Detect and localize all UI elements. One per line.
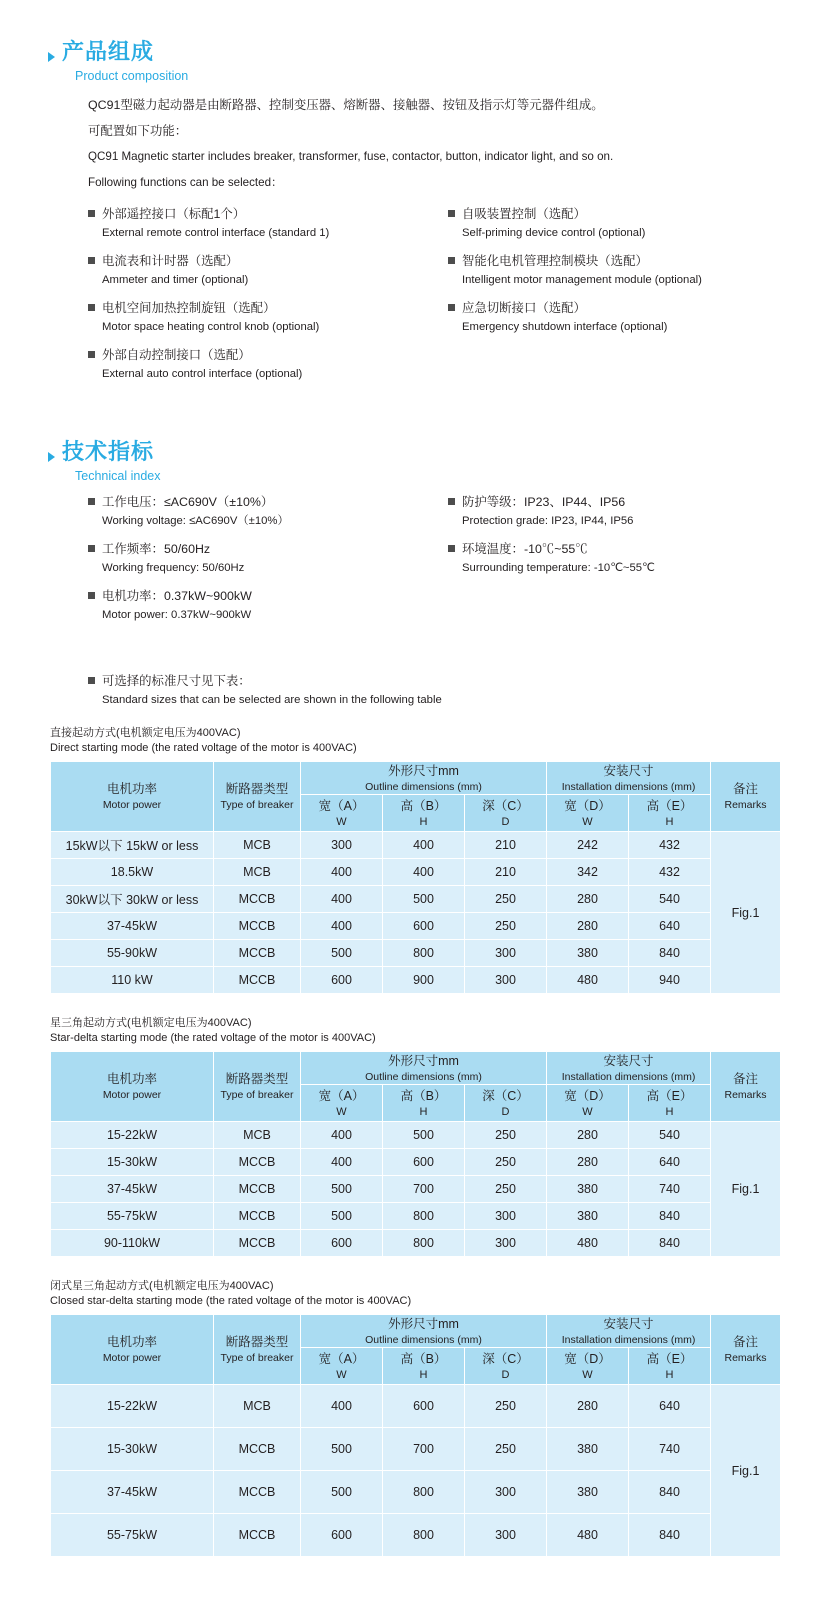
feature-label-en: Motor space heating control knob (optional) xyxy=(102,321,320,333)
cell-c: 300 xyxy=(465,1230,547,1257)
th-outline-en: Outline dimensions (mm) xyxy=(365,780,482,793)
cell-c: 250 xyxy=(465,1428,547,1471)
cell-b: 400 xyxy=(383,832,465,859)
cell-breaker: MCCB xyxy=(214,940,301,967)
th-remarks xyxy=(711,762,781,832)
cell-a: 500 xyxy=(301,1176,383,1203)
cell-motor-power: 15-22kW xyxy=(51,1385,214,1428)
tech-label-cn: 防护等级：IP23、IP44、IP56 xyxy=(462,495,626,509)
cell-c: 250 xyxy=(465,886,547,913)
section-product-composition-heading xyxy=(48,38,830,84)
th-col-e xyxy=(629,1085,711,1122)
cell-a: 400 xyxy=(301,886,383,913)
cell-e: 840 xyxy=(629,940,711,967)
cell-a: 500 xyxy=(301,1471,383,1514)
table-caption-en: Closed star-delta starting mode (the rated voltage of the motor is 400VAC) xyxy=(50,1295,412,1307)
th-col-e-sub: H xyxy=(665,1368,674,1381)
th-col-a-sub: W xyxy=(336,1368,347,1381)
triangle-bullet-icon xyxy=(48,452,55,462)
table-row xyxy=(51,1514,781,1557)
cell-breaker: MCB xyxy=(214,1385,301,1428)
table-caption xyxy=(50,1016,780,1046)
tech-item xyxy=(88,492,448,531)
cell-d: 380 xyxy=(547,940,629,967)
cell-motor-power: 15-30kW xyxy=(51,1149,214,1176)
cell-motor-power: 37-45kW xyxy=(51,1176,214,1203)
square-bullet-icon xyxy=(448,304,455,311)
square-bullet-icon xyxy=(88,210,95,217)
cell-b: 800 xyxy=(383,1203,465,1230)
th-col-d-cn: 宽（D） xyxy=(564,1088,611,1103)
cell-b: 900 xyxy=(383,967,465,994)
feature-label-en: Self-priming device control (optional) xyxy=(462,227,646,239)
cell-remark: Fig.1 xyxy=(711,832,781,994)
th-installation-dimensions xyxy=(547,1052,711,1085)
square-bullet-icon xyxy=(88,677,95,684)
cell-c: 300 xyxy=(465,1471,547,1514)
th-col-a-cn: 宽（A） xyxy=(318,1351,365,1366)
feature-label-en: Emergency shutdown interface (optional) xyxy=(462,321,668,333)
th-col-d-cn: 宽（D） xyxy=(564,1351,611,1366)
th-col-a-cn: 宽（A） xyxy=(318,798,365,813)
th-installation-dimensions xyxy=(547,1315,711,1348)
feature-label-en: Ammeter and timer (optional) xyxy=(102,274,249,286)
cell-breaker: MCCB xyxy=(214,1230,301,1257)
cell-breaker: MCB xyxy=(214,832,301,859)
th-breaker-cn: 断路器类型 xyxy=(225,782,289,796)
cell-d: 380 xyxy=(547,1428,629,1471)
cell-b: 500 xyxy=(383,1122,465,1149)
tech-label-en: Surrounding temperature: -10℃~55℃ xyxy=(462,562,655,574)
square-bullet-icon xyxy=(88,592,95,599)
cell-e: 640 xyxy=(629,913,711,940)
table-row xyxy=(51,886,781,913)
cell-breaker: MCCB xyxy=(214,967,301,994)
square-bullet-icon xyxy=(448,257,455,264)
th-motor-power-en: Motor power xyxy=(102,799,162,811)
cell-b: 600 xyxy=(383,913,465,940)
th-col-d-sub: W xyxy=(582,1368,593,1381)
cell-d: 342 xyxy=(547,859,629,886)
cell-b: 500 xyxy=(383,886,465,913)
square-bullet-icon xyxy=(88,351,95,358)
cell-a: 400 xyxy=(301,859,383,886)
th-remarks xyxy=(711,1315,781,1385)
th-breaker-cn: 断路器类型 xyxy=(225,1072,289,1086)
th-remarks-cn: 备注 xyxy=(733,1335,759,1349)
th-col-c-cn: 深（C） xyxy=(482,798,529,813)
note-label-cn: 可选择的标准尺寸见下表： xyxy=(102,674,251,688)
cell-breaker: MCCB xyxy=(214,1471,301,1514)
cell-b: 600 xyxy=(383,1149,465,1176)
cell-e: 640 xyxy=(629,1385,711,1428)
th-remarks-cn: 备注 xyxy=(733,782,759,796)
th-breaker-en: Type of breaker xyxy=(220,799,294,811)
th-motor-power xyxy=(51,762,214,832)
table-caption-cn: 星三角起动方式(电机额定电压为400VAC) xyxy=(50,1017,252,1029)
feature-label-en: External auto control interface (optional) xyxy=(102,368,303,380)
table-row xyxy=(51,859,781,886)
cell-breaker: MCCB xyxy=(214,1203,301,1230)
th-col-e xyxy=(629,795,711,832)
cell-breaker: MCCB xyxy=(214,1149,301,1176)
cell-breaker: MCB xyxy=(214,1122,301,1149)
tech-label-en: Protection grade: IP23, IP44, IP56 xyxy=(462,515,634,527)
th-installation-dimensions xyxy=(547,762,711,795)
cell-d: 280 xyxy=(547,913,629,940)
th-col-c-sub: D xyxy=(501,1105,510,1118)
cell-b: 700 xyxy=(383,1428,465,1471)
cell-breaker: MCB xyxy=(214,859,301,886)
th-col-b-cn: 高（B） xyxy=(400,1351,447,1366)
cell-motor-power: 37-45kW xyxy=(51,913,214,940)
table-row xyxy=(51,940,781,967)
th-breaker-type xyxy=(214,1052,301,1122)
cell-c: 250 xyxy=(465,913,547,940)
section-title-en: Technical index xyxy=(75,469,161,483)
cell-motor-power: 110 kW xyxy=(51,967,214,994)
standard-sizes-note xyxy=(88,671,830,710)
table-row xyxy=(51,1230,781,1257)
th-install-en: Installation dimensions (mm) xyxy=(561,780,696,793)
feature-label-cn: 智能化电机管理控制模块（选配） xyxy=(462,254,648,268)
cell-c: 250 xyxy=(465,1176,547,1203)
th-remarks-en: Remarks xyxy=(724,1352,767,1364)
feature-label-cn: 电机空间加热控制旋钮（选配） xyxy=(102,301,276,315)
cell-b: 700 xyxy=(383,1176,465,1203)
cell-a: 400 xyxy=(301,1149,383,1176)
th-col-e xyxy=(629,1348,711,1385)
th-col-d-cn: 宽（D） xyxy=(564,798,611,813)
th-install-cn: 安装尺寸 xyxy=(603,1316,654,1331)
cell-a: 600 xyxy=(301,967,383,994)
th-motor-power-cn: 电机功率 xyxy=(106,782,157,796)
feature-label-cn: 外部自动控制接口（选配） xyxy=(102,348,251,362)
cell-e: 432 xyxy=(629,859,711,886)
tech-item xyxy=(448,539,808,578)
cell-c: 300 xyxy=(465,940,547,967)
th-install-en: Installation dimensions (mm) xyxy=(561,1070,696,1083)
th-remarks-cn: 备注 xyxy=(733,1072,759,1086)
th-motor-power-cn: 电机功率 xyxy=(106,1072,157,1086)
table-row xyxy=(51,832,781,859)
square-bullet-icon xyxy=(88,304,95,311)
feature-label-en: External remote control interface (standard 1) xyxy=(102,227,330,239)
cell-e: 432 xyxy=(629,832,711,859)
cell-remark: Fig.1 xyxy=(711,1385,781,1557)
cell-b: 400 xyxy=(383,859,465,886)
cell-breaker: MCCB xyxy=(214,886,301,913)
table-caption-en: Direct starting mode (the rated voltage of the motor is 400VAC) xyxy=(50,742,357,754)
th-col-b-sub: H xyxy=(419,815,428,828)
feature-label-cn: 电流表和计时器（选配） xyxy=(102,254,239,268)
th-col-a xyxy=(301,1348,383,1385)
th-col-a xyxy=(301,1085,383,1122)
feature-item xyxy=(88,345,448,384)
cell-c: 300 xyxy=(465,967,547,994)
feature-item xyxy=(88,204,448,243)
feature-item xyxy=(448,251,808,290)
th-outline-dimensions xyxy=(301,1315,547,1348)
th-remarks-en: Remarks xyxy=(724,1089,767,1101)
table-caption-en: Star-delta starting mode (the rated voltage of the motor is 400VAC) xyxy=(50,1032,376,1044)
section-title-cn: 技术指标 xyxy=(62,439,155,464)
cell-d: 380 xyxy=(547,1471,629,1514)
section-title-cn: 产品组成 xyxy=(62,39,155,64)
table-caption xyxy=(50,726,780,756)
th-col-d-sub: W xyxy=(582,1105,593,1118)
cell-breaker: MCCB xyxy=(214,1428,301,1471)
th-col-a-sub: W xyxy=(336,815,347,828)
cell-d: 280 xyxy=(547,886,629,913)
tech-label-cn: 工作频率：50/60Hz xyxy=(102,542,211,556)
feature-item xyxy=(448,298,808,337)
cell-c: 210 xyxy=(465,859,547,886)
tech-label-en: Motor power: 0.37kW~900kW xyxy=(102,609,252,621)
th-col-b-cn: 高（B） xyxy=(400,798,447,813)
cell-e: 540 xyxy=(629,886,711,913)
table-row xyxy=(51,913,781,940)
cell-breaker: MCCB xyxy=(214,1176,301,1203)
th-col-b xyxy=(383,1348,465,1385)
square-bullet-icon xyxy=(88,498,95,505)
cell-c: 300 xyxy=(465,1514,547,1557)
cell-d: 380 xyxy=(547,1176,629,1203)
paragraph-cn-1: QC91型磁力起动器是由断路器、控制变压器、熔断器、接触器、按钮及指示灯等元器件组成。 xyxy=(88,98,604,112)
cell-c: 300 xyxy=(465,1203,547,1230)
square-bullet-icon xyxy=(88,257,95,264)
th-outline-dimensions xyxy=(301,1052,547,1085)
table-caption-cn: 闭式星三角起动方式(电机额定电压为400VAC) xyxy=(50,1280,274,1292)
th-remarks-en: Remarks xyxy=(724,799,767,811)
cell-d: 380 xyxy=(547,1203,629,1230)
spec-table xyxy=(50,761,781,994)
feature-label-cn: 外部遥控接口（标配1个） xyxy=(102,207,246,221)
th-outline-dimensions xyxy=(301,762,547,795)
th-outline-cn: 外形尺寸mm xyxy=(388,763,459,778)
feature-label-cn: 应急切断接口（选配） xyxy=(462,301,586,315)
th-col-c-sub: D xyxy=(501,1368,510,1381)
cell-e: 640 xyxy=(629,1149,711,1176)
table-row xyxy=(51,1176,781,1203)
cell-c: 250 xyxy=(465,1385,547,1428)
th-breaker-cn: 断路器类型 xyxy=(225,1335,289,1349)
th-install-cn: 安装尺寸 xyxy=(603,763,654,778)
cell-motor-power: 15kW以下 15kW or less xyxy=(51,832,214,859)
cell-a: 500 xyxy=(301,1428,383,1471)
th-col-d xyxy=(547,1085,629,1122)
th-col-c-sub: D xyxy=(501,815,510,828)
th-breaker-en: Type of breaker xyxy=(220,1352,294,1364)
cell-b: 800 xyxy=(383,1230,465,1257)
th-motor-power-cn: 电机功率 xyxy=(106,1335,157,1349)
cell-d: 280 xyxy=(547,1385,629,1428)
square-bullet-icon xyxy=(448,545,455,552)
table-row xyxy=(51,1122,781,1149)
feature-item xyxy=(88,251,448,290)
cell-a: 500 xyxy=(301,1203,383,1230)
cell-a: 400 xyxy=(301,1385,383,1428)
th-col-a-cn: 宽（A） xyxy=(318,1088,365,1103)
table-closed-star-delta-starting xyxy=(50,1279,780,1557)
cell-b: 600 xyxy=(383,1385,465,1428)
th-col-e-cn: 高（E） xyxy=(646,1351,693,1366)
cell-e: 840 xyxy=(629,1203,711,1230)
th-col-e-sub: H xyxy=(665,1105,674,1118)
cell-d: 480 xyxy=(547,1230,629,1257)
square-bullet-icon xyxy=(448,498,455,505)
cell-e: 840 xyxy=(629,1471,711,1514)
th-col-b-cn: 高（B） xyxy=(400,1088,447,1103)
square-bullet-icon xyxy=(448,210,455,217)
cell-motor-power: 30kW以下 30kW or less xyxy=(51,886,214,913)
table-row xyxy=(51,1471,781,1514)
tech-label-cn: 电机功率：0.37kW~900kW xyxy=(102,589,252,603)
tech-item xyxy=(88,539,448,578)
th-install-en: Installation dimensions (mm) xyxy=(561,1333,696,1346)
feature-item xyxy=(448,204,808,243)
feature-list xyxy=(88,204,830,392)
cell-b: 800 xyxy=(383,1514,465,1557)
cell-motor-power: 37-45kW xyxy=(51,1471,214,1514)
section-title-en: Product composition xyxy=(75,69,189,83)
table-caption-cn: 直接起动方式(电机额定电压为400VAC) xyxy=(50,727,241,739)
technical-index-list xyxy=(88,492,830,633)
th-outline-en: Outline dimensions (mm) xyxy=(365,1070,482,1083)
th-col-a-sub: W xyxy=(336,1105,347,1118)
table-row xyxy=(51,967,781,994)
cell-e: 840 xyxy=(629,1514,711,1557)
tech-label-cn: 工作电压：≤AC690V（±10%） xyxy=(102,495,274,509)
cell-breaker: MCCB xyxy=(214,1514,301,1557)
table-direct-starting xyxy=(50,726,780,994)
table-row xyxy=(51,1428,781,1471)
th-breaker-en: Type of breaker xyxy=(220,1089,294,1101)
cell-c: 250 xyxy=(465,1122,547,1149)
th-col-e-cn: 高（E） xyxy=(646,1088,693,1103)
tech-item xyxy=(88,586,448,625)
cell-d: 280 xyxy=(547,1149,629,1176)
th-col-c xyxy=(465,795,547,832)
paragraph-en-2: Following functions can be selected： xyxy=(88,176,283,189)
cell-a: 400 xyxy=(301,1122,383,1149)
paragraph-cn-2: 可配置如下功能： xyxy=(88,124,188,138)
cell-a: 300 xyxy=(301,832,383,859)
th-motor-power xyxy=(51,1052,214,1122)
cell-motor-power: 55-90kW xyxy=(51,940,214,967)
note-label-en: Standard sizes that can be selected are shown in the following table xyxy=(102,694,442,706)
cell-b: 800 xyxy=(383,1471,465,1514)
th-motor-power xyxy=(51,1315,214,1385)
th-col-c-cn: 深（C） xyxy=(482,1088,529,1103)
paragraph-en-1: QC91 Magnetic starter includes breaker, transformer, fuse, contactor, button, indicator light, and so on. xyxy=(88,150,614,163)
cell-d: 242 xyxy=(547,832,629,859)
th-col-b xyxy=(383,1085,465,1122)
th-motor-power-en: Motor power xyxy=(102,1352,162,1364)
cell-e: 740 xyxy=(629,1428,711,1471)
cell-c: 250 xyxy=(465,1149,547,1176)
th-motor-power-en: Motor power xyxy=(102,1089,162,1101)
cell-b: 800 xyxy=(383,940,465,967)
th-col-e-sub: H xyxy=(665,815,674,828)
cell-d: 480 xyxy=(547,1514,629,1557)
th-remarks xyxy=(711,1052,781,1122)
cell-d: 280 xyxy=(547,1122,629,1149)
th-install-cn: 安装尺寸 xyxy=(603,1053,654,1068)
product-composition-paragraphs xyxy=(88,94,830,194)
th-col-c xyxy=(465,1348,547,1385)
table-row xyxy=(51,1149,781,1176)
th-col-d xyxy=(547,1348,629,1385)
table-star-delta-starting xyxy=(50,1016,780,1257)
tech-label-cn: 环境温度：-10℃~55℃ xyxy=(462,542,588,556)
th-col-d xyxy=(547,795,629,832)
square-bullet-icon xyxy=(88,545,95,552)
th-col-c-cn: 深（C） xyxy=(482,1351,529,1366)
th-outline-cn: 外形尺寸mm xyxy=(388,1053,459,1068)
table-caption xyxy=(50,1279,780,1309)
cell-motor-power: 90-110kW xyxy=(51,1230,214,1257)
cell-e: 740 xyxy=(629,1176,711,1203)
th-col-d-sub: W xyxy=(582,815,593,828)
cell-d: 480 xyxy=(547,967,629,994)
cell-a: 600 xyxy=(301,1230,383,1257)
th-outline-en: Outline dimensions (mm) xyxy=(365,1333,482,1346)
th-col-c xyxy=(465,1085,547,1122)
th-col-b xyxy=(383,795,465,832)
th-col-b-sub: H xyxy=(419,1368,428,1381)
cell-a: 500 xyxy=(301,940,383,967)
th-col-e-cn: 高（E） xyxy=(646,798,693,813)
tech-item xyxy=(448,492,808,531)
spec-table xyxy=(50,1051,781,1257)
document-page xyxy=(0,38,830,1614)
th-breaker-type xyxy=(214,1315,301,1385)
cell-motor-power: 55-75kW xyxy=(51,1514,214,1557)
cell-e: 540 xyxy=(629,1122,711,1149)
th-col-a xyxy=(301,795,383,832)
cell-motor-power: 15-30kW xyxy=(51,1428,214,1471)
triangle-bullet-icon xyxy=(48,52,55,62)
cell-a: 600 xyxy=(301,1514,383,1557)
cell-e: 840 xyxy=(629,1230,711,1257)
cell-remark: Fig.1 xyxy=(711,1122,781,1257)
cell-a: 400 xyxy=(301,913,383,940)
feature-item xyxy=(88,298,448,337)
table-row xyxy=(51,1385,781,1428)
th-breaker-type xyxy=(214,762,301,832)
cell-e: 940 xyxy=(629,967,711,994)
cell-breaker: MCCB xyxy=(214,913,301,940)
cell-motor-power: 15-22kW xyxy=(51,1122,214,1149)
feature-label-en: Intelligent motor management module (optional) xyxy=(462,274,702,286)
tech-label-en: Working frequency: 50/60Hz xyxy=(102,562,245,574)
spec-table xyxy=(50,1314,781,1557)
table-row xyxy=(51,1203,781,1230)
th-col-b-sub: H xyxy=(419,1105,428,1118)
cell-motor-power: 18.5kW xyxy=(51,859,214,886)
th-outline-cn: 外形尺寸mm xyxy=(388,1316,459,1331)
feature-label-cn: 自吸装置控制（选配） xyxy=(462,207,586,221)
tech-label-en: Working voltage: ≤AC690V（±10%） xyxy=(102,515,289,527)
section-technical-index-heading xyxy=(48,438,830,484)
cell-motor-power: 55-75kW xyxy=(51,1203,214,1230)
cell-c: 210 xyxy=(465,832,547,859)
